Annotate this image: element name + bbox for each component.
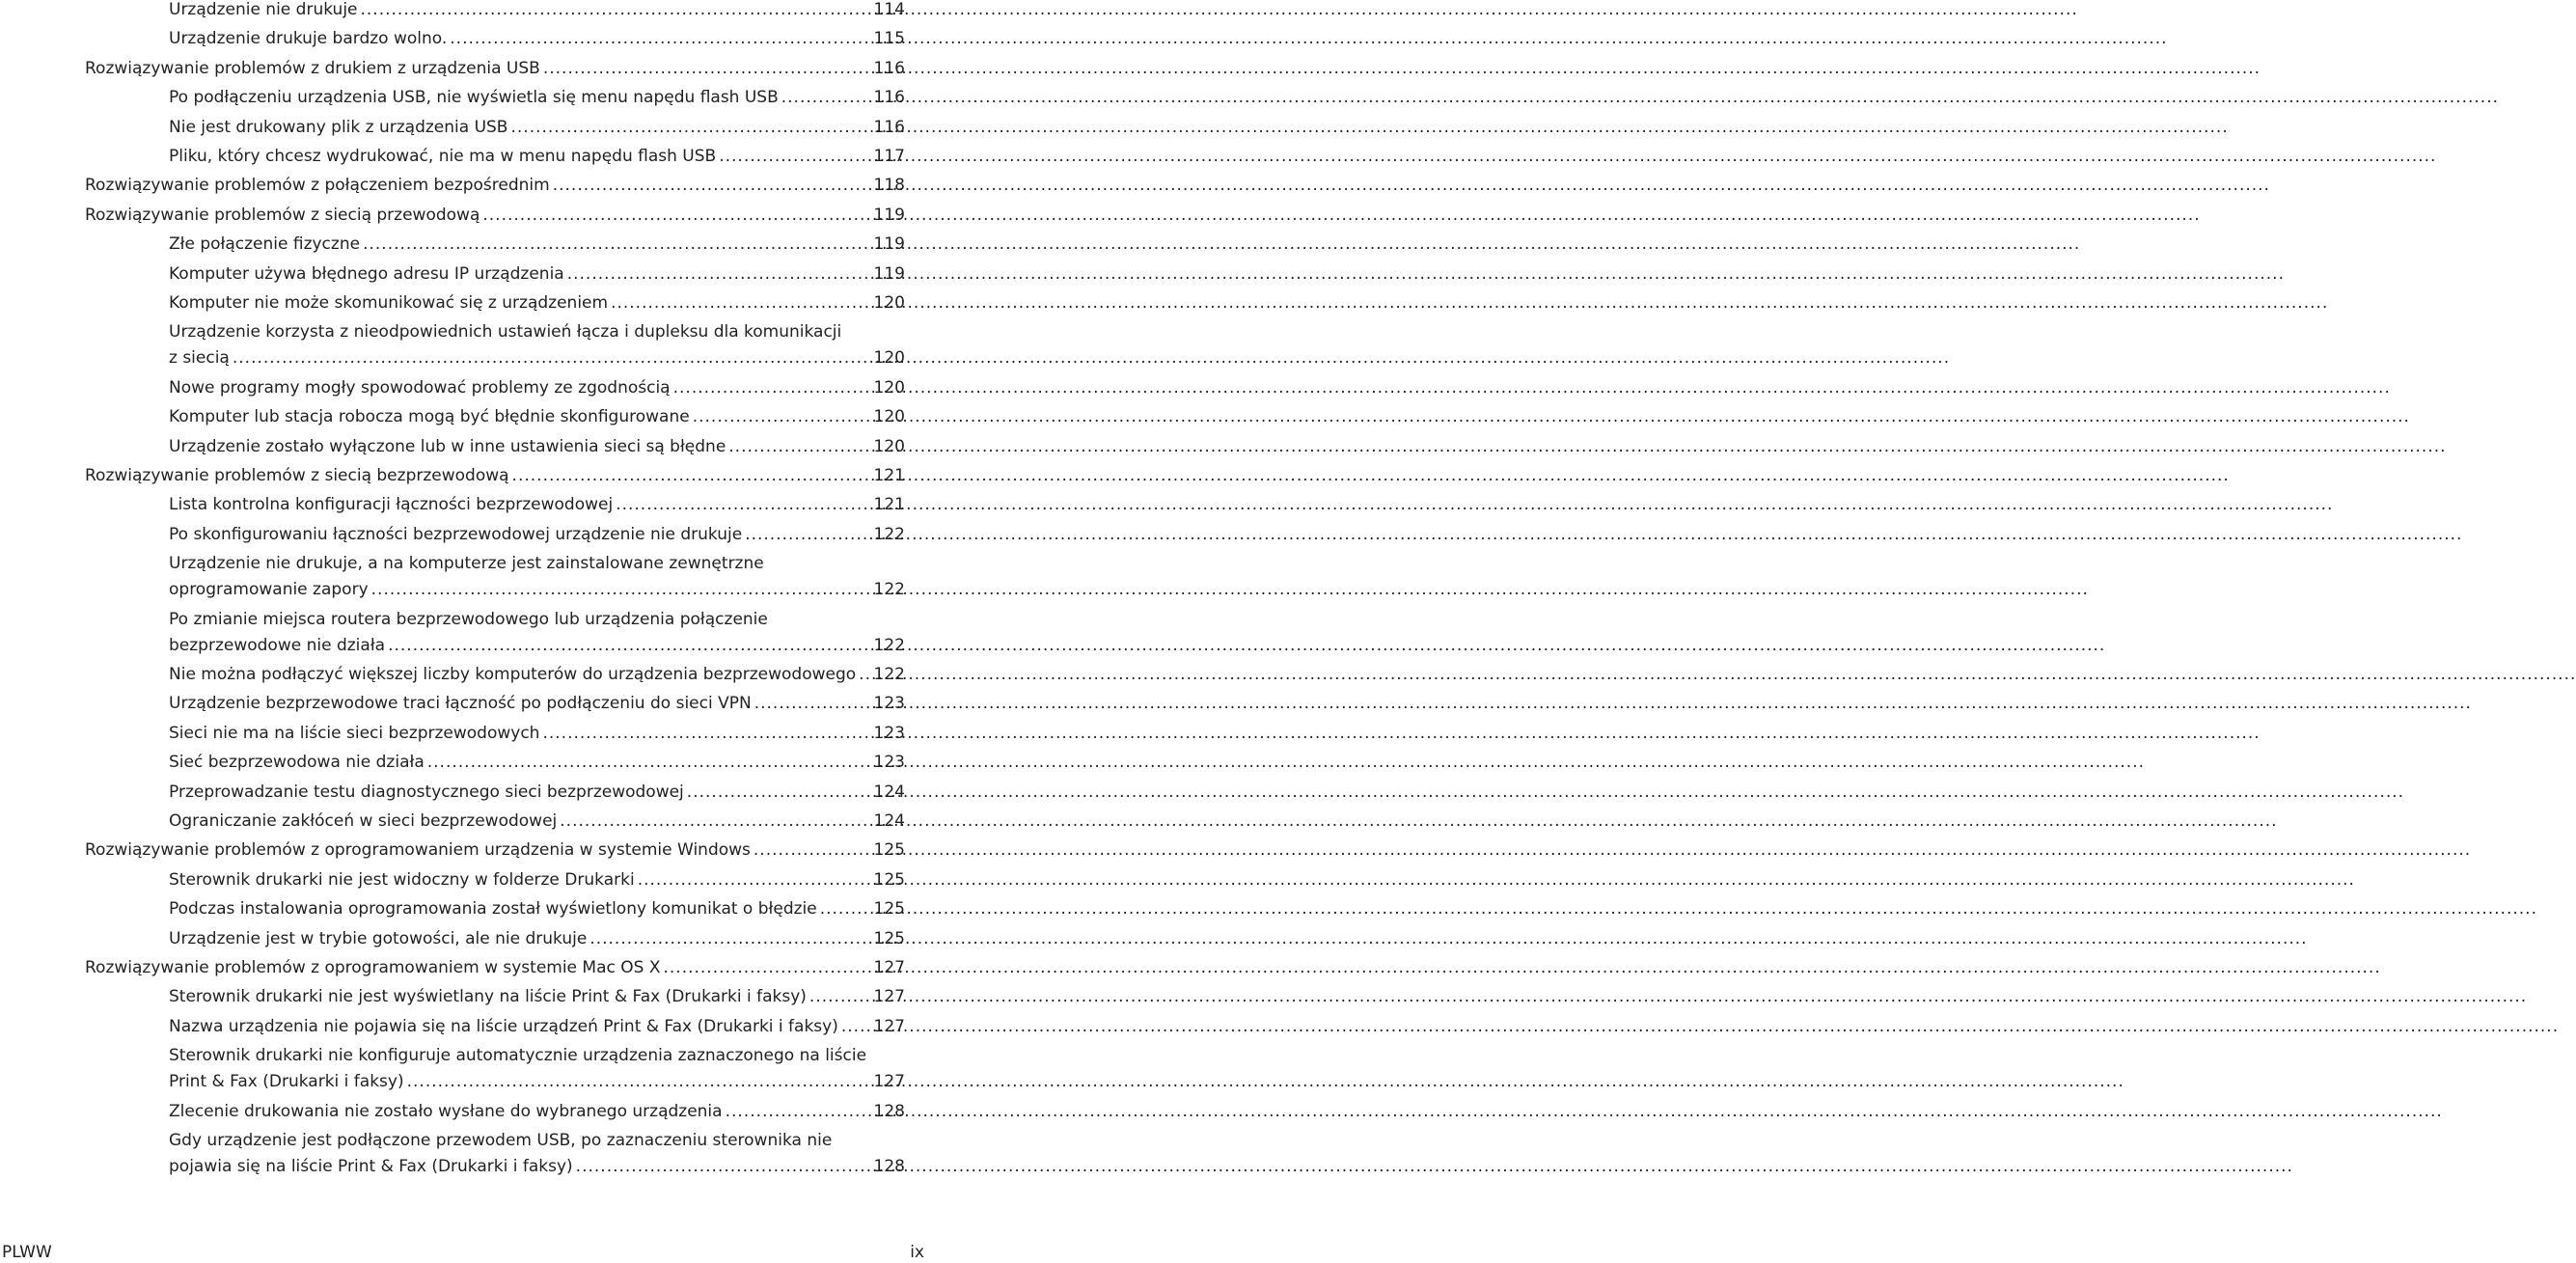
dot-leader [427, 750, 870, 776]
dot-leader [510, 115, 870, 141]
toc-entry-title: Po zmianie miejsca routera bezprzewodowego lub urządzenia połączenie [169, 609, 768, 629]
dot-leader [616, 492, 870, 518]
toc-page-number: 128 [873, 1101, 905, 1121]
footer-page-number: ix [910, 1243, 924, 1262]
dot-leader [553, 173, 870, 199]
dot-leader [611, 290, 870, 316]
toc-entry[interactable] [169, 750, 905, 776]
dot-leader [482, 203, 870, 229]
toc-entry-title: Urządzenie nie drukuje, a na komputerze jest zainstalowane zewnętrzne [169, 554, 764, 574]
toc-entry[interactable] [169, 867, 905, 893]
toc-entry[interactable] [169, 232, 905, 258]
toc-entry[interactable] [169, 26, 905, 52]
toc-page-number: 124 [873, 811, 905, 831]
toc-entry[interactable] [85, 203, 905, 229]
toc-entry-title: Rozwiązywanie problemów z siecią przewodową [85, 205, 480, 225]
toc-page-number: 127 [873, 958, 905, 977]
toc-entry-title: Nowe programy mogły spowodować problemy ze zgodnością [169, 377, 671, 398]
dot-leader [745, 522, 870, 548]
toc-entry[interactable] [169, 522, 905, 548]
toc-page-number: 118 [873, 176, 905, 196]
toc-page-number: 119 [873, 263, 905, 284]
toc-entry-title: Zlecenie drukowania nie zostało wysłane do wybranego urządzenia [169, 1101, 723, 1121]
toc-page-number: 125 [873, 869, 905, 890]
toc-entry[interactable] [85, 837, 905, 864]
toc-entry[interactable] [169, 1099, 905, 1125]
toc-entry-title: Komputer lub stacja robocza mogą być błędnie skonfigurowane [169, 407, 690, 427]
toc-entry-title: Urządzenie bezprzewodowe traci łączność po podłączeniu do sieci VPN [169, 694, 752, 714]
toc-page-number: 120 [873, 436, 905, 456]
dot-leader [388, 633, 870, 659]
toc-entry-title: Sieć bezprzewodowa nie działa [169, 753, 425, 773]
toc-entry-title: Gdy urządzenie jest podłączone przewodem USB, po zaznaczeniu sterownika nie [169, 1131, 833, 1150]
toc-entry-title: Urządzenie jest w trybie gotowości, ale nie drukuje [169, 928, 588, 948]
toc-page-number: 127 [873, 1072, 905, 1092]
dot-leader [809, 984, 870, 1010]
toc-entry-title: Komputer nie może skomunikować się z urządzeniem [169, 293, 609, 313]
toc-page-number: 119 [873, 234, 905, 255]
toc-entry[interactable] [169, 115, 905, 141]
dot-leader [638, 867, 870, 893]
dot-leader [754, 837, 870, 864]
dot-leader [726, 1099, 870, 1125]
toc-entry-title: Urządzenie korzysta z nieodpowiednich ustawień łącza i dupleksu dla komunikacji [169, 322, 842, 343]
toc-page-number: 121 [873, 495, 905, 515]
dot-leader [371, 577, 870, 603]
dot-leader [543, 56, 870, 82]
toc-entry[interactable] [169, 1043, 905, 1095]
toc-page-number: 116 [873, 88, 905, 108]
dot-leader [673, 375, 870, 401]
toc-entry-title: Nie jest drukowany plik z urządzenia USB [169, 117, 508, 137]
toc-entry[interactable] [169, 290, 905, 316]
toc-page-number: 116 [873, 117, 905, 137]
toc-entry-title: Rozwiązywanie problemów z oprogramowaniem w systemie Mac OS X [85, 958, 661, 977]
toc-entry[interactable] [169, 375, 905, 401]
dot-leader [728, 434, 870, 460]
toc-page-number: 123 [873, 753, 905, 773]
toc-entry-title: Sterownik drukarki nie jest wyświetlany na liście Print & Fax (Drukarki i faksy) [169, 987, 807, 1007]
toc-entry[interactable] [169, 1128, 905, 1180]
dot-leader [542, 721, 870, 747]
dot-leader [407, 1069, 870, 1095]
dot-leader [233, 345, 870, 371]
toc-entry[interactable] [169, 0, 905, 23]
toc-entry[interactable] [169, 809, 905, 835]
toc-entry-title: Sterownik drukarki nie jest widoczny w folderze Drukarki [169, 869, 635, 890]
toc-entry-title: Rozwiązywanie problemów z oprogramowaniem urządzenia w systemie Windows [85, 840, 751, 861]
dot-leader [719, 144, 870, 170]
toc-entry-title: Rozwiązywanie problemów z drukiem z urządzenia USB [85, 58, 540, 78]
dot-leader [754, 691, 870, 717]
toc-page-number: 122 [873, 665, 905, 684]
dot-leader [693, 404, 870, 430]
dot-leader [687, 780, 870, 806]
toc-entry[interactable] [169, 261, 905, 288]
toc-page-number: 120 [873, 293, 905, 313]
toc-entry-title: Urządzenie drukuje bardzo wolno. [169, 29, 448, 49]
toc-page-number: 114 [873, 0, 905, 19]
toc-page-number: 116 [873, 58, 905, 78]
toc-page-number: 125 [873, 928, 905, 948]
toc-page-number: 125 [873, 840, 905, 861]
toc-page-number: 124 [873, 782, 905, 802]
toc-entry[interactable] [85, 56, 905, 82]
toc-entry-title: Komputer używa błędnego adresu IP urządzenia [169, 263, 564, 284]
toc-entry-title: Nazwa urządzenia nie pojawia się na liście urządzeń Print & Fax (Drukarki i faksy) [169, 1016, 838, 1036]
dot-leader [567, 261, 870, 288]
toc-entry[interactable] [169, 662, 905, 688]
toc-entry-title: Przeprowadzanie testu diagnostycznego sieci bezprzewodowej [169, 782, 684, 802]
toc-entry-title-continued: pojawia się na liście Print & Fax (Drukarki i faksy) [169, 1157, 573, 1176]
toc-entry-title: Po skonfigurowaniu łączności bezprzewodowej urządzenie nie drukuje [169, 524, 743, 544]
dot-leader [512, 463, 870, 489]
dot-leader [859, 662, 870, 688]
toc-entry-title: Nie można podłączyć większej liczby komputerów do urządzenia bezprzewodowego [169, 665, 857, 684]
toc-entry[interactable] [169, 721, 905, 747]
toc-entry-title-continued: Print & Fax (Drukarki i faksy) [169, 1072, 404, 1092]
toc-entry-title: Złe połączenie fizyczne [169, 234, 361, 255]
toc-entry-title: Pliku, który chcesz wydrukować, nie ma w menu napędu flash USB [169, 147, 717, 166]
toc-page-number: 122 [873, 524, 905, 544]
dot-leader [781, 85, 870, 111]
toc-entry[interactable] [169, 319, 905, 371]
toc-page-number: 128 [873, 1157, 905, 1176]
toc-entry[interactable] [85, 173, 905, 199]
toc-page-number: 122 [873, 580, 905, 600]
dot-leader [363, 232, 870, 258]
toc-entry-title: Rozwiązywanie problemów z siecią bezprzewodową [85, 466, 509, 485]
toc-page-number: 127 [873, 987, 905, 1007]
dot-leader [361, 0, 871, 23]
toc-entry-title: Urządzenie zostało wyłączone lub w inne ustawienia sieci są błędne [169, 436, 726, 456]
toc-entry[interactable] [169, 926, 905, 952]
toc-page-number: 120 [873, 377, 905, 398]
toc-entry-title: Ograniczanie zakłóceń w sieci bezprzewodowej [169, 811, 558, 831]
toc-entry[interactable] [169, 434, 905, 460]
toc-page-number: 123 [873, 694, 905, 714]
toc-entry-title: Lista kontrolna konfiguracji łączności bezprzewodowej [169, 495, 614, 515]
toc-entry-title: Podczas instalowania oprogramowania został wyświetlony komunikat o błędzie [169, 899, 817, 920]
dot-leader [663, 955, 870, 981]
dot-leader [450, 26, 870, 52]
toc-entry[interactable] [169, 780, 905, 806]
dot-leader [841, 1014, 870, 1040]
toc-page-number: 123 [873, 723, 905, 743]
toc-page-number: 119 [873, 205, 905, 225]
toc-entry[interactable] [169, 607, 905, 659]
toc-entry[interactable] [169, 144, 905, 170]
toc-entry-title: Urządzenie nie drukuje [169, 0, 358, 19]
toc-entry-title: Po podłączeniu urządzenia USB, nie wyświetla się menu napędu flash USB [169, 88, 779, 108]
dot-leader [820, 896, 870, 922]
toc-entry[interactable] [169, 85, 905, 111]
toc-entry[interactable] [169, 1014, 905, 1040]
toc-entry[interactable] [85, 955, 905, 981]
toc-entry[interactable] [169, 984, 905, 1010]
toc-entry[interactable] [169, 404, 905, 430]
toc-entry[interactable] [169, 551, 905, 603]
toc-page-number: 125 [873, 899, 905, 920]
toc-page-number: 120 [873, 407, 905, 427]
toc-entry-title: Sieci nie ma na liście sieci bezprzewodowych [169, 723, 540, 743]
toc-entry-title: Sterownik drukarki nie konfiguruje automatycznie urządzenia zaznaczonego na liście [169, 1046, 867, 1066]
footer-doc-code: PLWW [2, 1243, 52, 1262]
toc-page-number: 117 [873, 147, 905, 166]
toc-entry-title-continued: oprogramowanie zapory [169, 580, 369, 600]
toc-entry-title-continued: z siecią [169, 348, 230, 369]
toc-page-number: 115 [873, 29, 905, 49]
toc-entry-title: Rozwiązywanie problemów z połączeniem bezpośrednim [85, 176, 550, 196]
dot-leader [560, 809, 870, 835]
toc-entry[interactable] [169, 691, 905, 717]
dot-leader [589, 926, 870, 952]
toc-entry[interactable] [169, 492, 905, 518]
toc-page-number: 121 [873, 466, 905, 485]
toc-page-number: 120 [873, 348, 905, 369]
toc-page-number: 127 [873, 1016, 905, 1036]
dot-leader [576, 1154, 870, 1180]
toc-page-number: 122 [873, 635, 905, 655]
toc-entry-title-continued: bezprzewodowe nie działa [169, 635, 386, 655]
toc-entry[interactable] [85, 463, 905, 489]
toc-entry[interactable] [169, 896, 905, 922]
